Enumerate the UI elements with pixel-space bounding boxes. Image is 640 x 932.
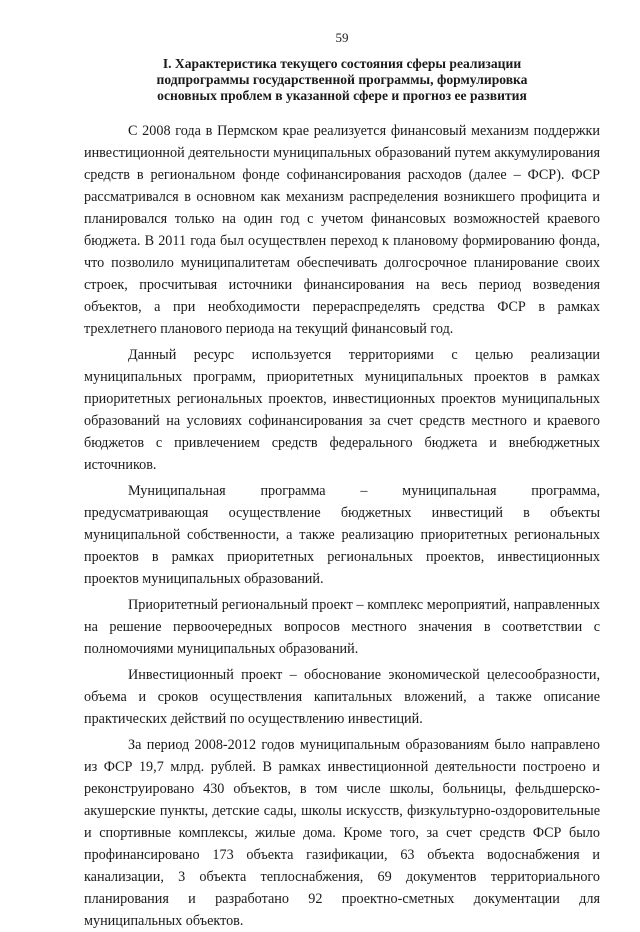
heading-line: I. Характеристика текущего состояния сферы реализации [162,56,522,71]
section-heading [84,56,600,104]
paragraph-resource-usage: Данный ресурс используется территориями с целью реализации муниципальных программ, приоритетных муниципальных проектов в рамках приоритетных региональных проектов, инвестиционных проектов муниципальных образований на условиях софинансирования за счет средств местного и краевого бюджетов с привлечением средств федерального бюджета и внебюджетных источников. [84,347,600,473]
paragraph-results-2008-2012: За период 2008-2012 годов муниципальным образованиям было направлено из ФСР 19,7 млрд. рублей. В рамках инвестиционной деятельности построено и реконструировано 430 объектов, в том числе школы, больницы, фельдшерско-акушерские пункты, детские сады, школы искусств, физкультурно-оздоровительные и спортивные комплексы, жилые дома. Кроме того, за счет средств ФСР было профинансировано 173 объекта газификации, 63 объекта водоснабжения и канализации, 3 объекта теплоснабжения, 69 документов территориального планирования и разработано 92 проектно-сметных документации для муниципальных объектов. [84,737,600,929]
paragraph-fsr-history: С 2008 года в Пермском крае реализуется финансовый механизм поддержки инвестиционной деятельности муниципальных образований путем аккумулирования средств в региональном фонде софинансирования расходов (далее – ФСР). ФСР рассматривался в основном как механизм распределения возникшего профицита и планировался только на один год с учетом финансовых возможностей краевого бюджета. В 2011 года был осуществлен переход к плановому формированию фонда, что позволило муниципалитетам обеспечивать долгосрочное планирование своих строек, просчитывая источники финансирования на весь период возведения объектов, а при необходимости перераспределять средства ФСР в рамках трехлетнего планового периода на текущий финансовый год. [84,123,600,337]
paragraph-municipal-program-definition: Муниципальная программа – муниципальная программа, предусматривающая осуществление бюджетных инвестиций в объекты муниципальной собственности, а также реализацию приоритетных региональных проектов в рамках приоритетных региональных проектов, инвестиционных проектов муниципальных образований. [84,483,600,587]
paragraph-investment-project-definition: Инвестиционный проект – обоснование экономической целесообразности, объема и сроков осуществления капитальных вложений, а также описание практических действий по осуществлению инвестиций. [84,667,600,727]
paragraph-priority-project-definition: Приоритетный региональный проект – комплекс мероприятий, направленных на решение первоочередных вопросов местного значения в соответствии с полномочиями муниципальных образований. [84,597,600,657]
heading-line: подпрограммы государственной программы, формулировка [156,72,528,87]
page-number: 59 [335,30,349,45]
heading-line: основных проблем в указанной сфере и прогноз ее развития [157,88,527,103]
